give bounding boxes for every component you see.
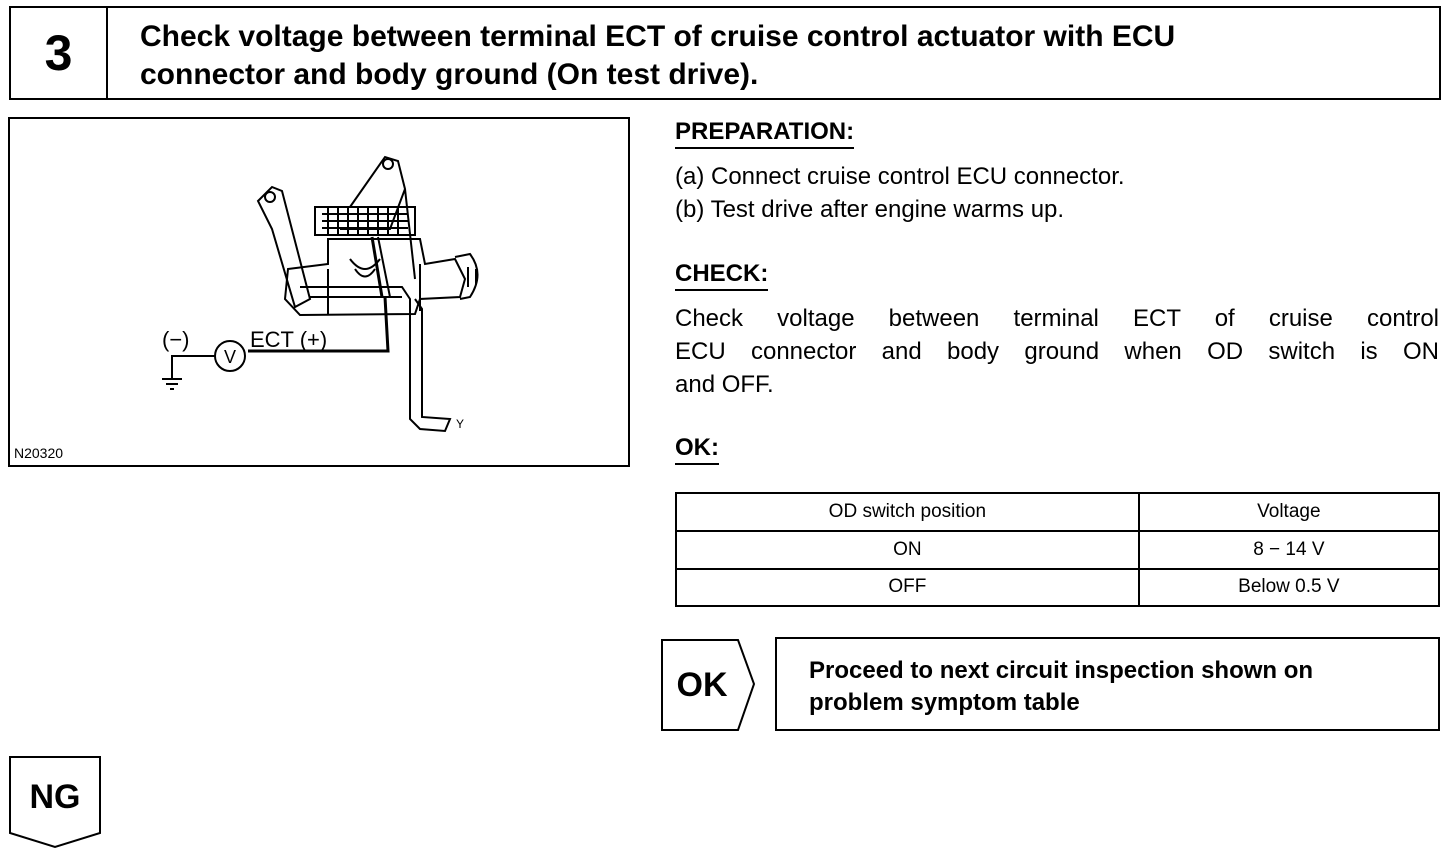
check-text	[675, 302, 1439, 401]
figure-id: N20320	[14, 445, 64, 461]
ect-label: ECT (+)	[250, 327, 328, 352]
table-cell: 8 − 14 V	[1139, 531, 1439, 569]
step-header	[9, 6, 1441, 100]
ok-heading: OK:	[675, 434, 719, 465]
minus-label: (−)	[162, 327, 190, 352]
step-number: 3	[11, 8, 108, 98]
voltage-table	[675, 492, 1440, 607]
proceed-line1: Proceed to next circuit inspection shown on	[809, 657, 1314, 684]
preparation-item-b: (b) Test drive after engine warms up.	[675, 196, 1065, 223]
voltmeter-label: V	[223, 347, 237, 367]
actuator-illustration	[10, 119, 628, 465]
step-title	[108, 8, 1439, 98]
check-line1: Check voltage between terminal ECT of cruise control	[675, 305, 1439, 332]
table-header: OD switch position	[676, 493, 1139, 531]
step-title-line1: Check voltage between terminal ECT of cruise control actuator with ECU	[140, 20, 1176, 53]
preparation-heading: PREPARATION:	[675, 118, 854, 149]
table-header-row	[676, 493, 1439, 531]
table-cell: ON	[676, 531, 1139, 569]
table-row	[676, 569, 1439, 607]
table-header: Voltage	[1139, 493, 1439, 531]
ok-result-label: OK	[676, 665, 728, 704]
table-row	[676, 531, 1439, 569]
check-line3: and OFF.	[675, 371, 774, 398]
proceed-box	[775, 637, 1440, 731]
ng-result-label: NG	[29, 777, 81, 816]
y-label: Y	[456, 417, 465, 431]
step-title-line2: connector and body ground (On test drive).	[140, 58, 759, 91]
check-heading: CHECK:	[675, 260, 768, 291]
table-cell: OFF	[676, 569, 1139, 607]
preparation-item-a: (a) Connect cruise control ECU connector.	[675, 163, 1125, 190]
actuator-figure	[8, 117, 630, 467]
check-line2: ECU connector and body ground when OD switch is ON	[675, 338, 1439, 365]
table-cell: Below 0.5 V	[1139, 569, 1439, 607]
proceed-line2: problem symptom table	[809, 689, 1080, 716]
